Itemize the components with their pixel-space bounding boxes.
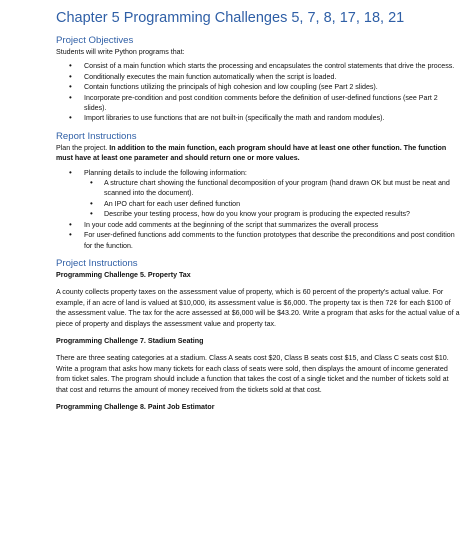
challenge-body: A county collects property taxes on the assessment value of property, which is 60 percent of the property's actual value. For example, if an acre of land is valued at $10,000, its assessment value is $6,000. The property tax is then 72¢ for each $100 of the assessment value. The tax for the acre assessed at $6,000 will be $43.20. Write a program that asks for the actual value of a piece of property and displays the assessment value and property tax. — [56, 288, 460, 328]
objectives-heading: Project Objectives — [56, 35, 134, 46]
report-intro-plain: Plan the project. — [56, 143, 110, 152]
list-item: • Contain functions utilizing the principals of high cohesion and low coupling (see Part 2 slides). — [56, 82, 460, 92]
planning-sublist — [84, 178, 460, 220]
list-item: • Conditionally executes the main function automatically when the script is loaded. — [56, 72, 460, 82]
list-item: • For user-defined functions add comments to the function prototypes that describe the preconditions and post condition for the function. — [56, 230, 460, 251]
list-item: • Consist of a main function which starts the processing and encapsulates the control statements that drive the process. — [56, 61, 460, 71]
sub-list-item: • An IPO chart for each user defined function — [84, 199, 460, 209]
list-item — [56, 168, 460, 220]
sub-list-item: • Describe your testing process, how do you know your program is producing the expected results? — [84, 209, 460, 219]
list-item: • Import libraries to use functions that are not built-in (specifically the math and random modules). — [56, 113, 460, 123]
page-title: Chapter 5 Programming Challenges 5, 7, 8, 17, 18, 21 — [56, 10, 405, 26]
report-heading: Report Instructions — [56, 130, 137, 142]
challenge-title: Programming Challenge 5. Property Tax — [56, 270, 191, 279]
list-item: • Incorporate pre-condition and post condition comments before the definition of user-defined functions (see Part 2 slides). — [56, 93, 460, 114]
report-intro-bold: In addition to the main function, each program should have at least one other function. The function must have at least one parameter and should return one or more values. — [56, 143, 447, 163]
planning-label: Planning details to include the following information: — [84, 168, 247, 177]
report-intro — [56, 143, 460, 164]
objectives-intro: Students will write Python programs that: — [56, 48, 185, 56]
sub-list-item: • A structure chart showing the functional decomposition of your program (hand drawn OK but must be neat and scanned into the document). — [84, 178, 460, 199]
project-heading: Project Instructions — [56, 257, 138, 269]
list-item: • In your code add comments at the beginning of the script that summarizes the overall process — [56, 220, 460, 230]
challenge-body: There are three seating categories at a stadium. Class A seats cost $20, Class B seats cost $15, and Class C seats cost $10. Write a program that asks how many tickets for each class of seats were sold, then displays the amount of income generated from ticket sales. The program should include a function that takes the cost of a single ticket and the number of tickets sold at that cost and returns the amount of money received from the tickets sold at that cost. — [56, 354, 449, 394]
challenge-title: Programming Challenge 8. Paint Job Estimator — [56, 402, 215, 411]
objectives-list — [56, 61, 460, 123]
report-list — [56, 168, 460, 251]
challenge-title: Programming Challenge 7. Stadium Seating — [56, 336, 204, 345]
